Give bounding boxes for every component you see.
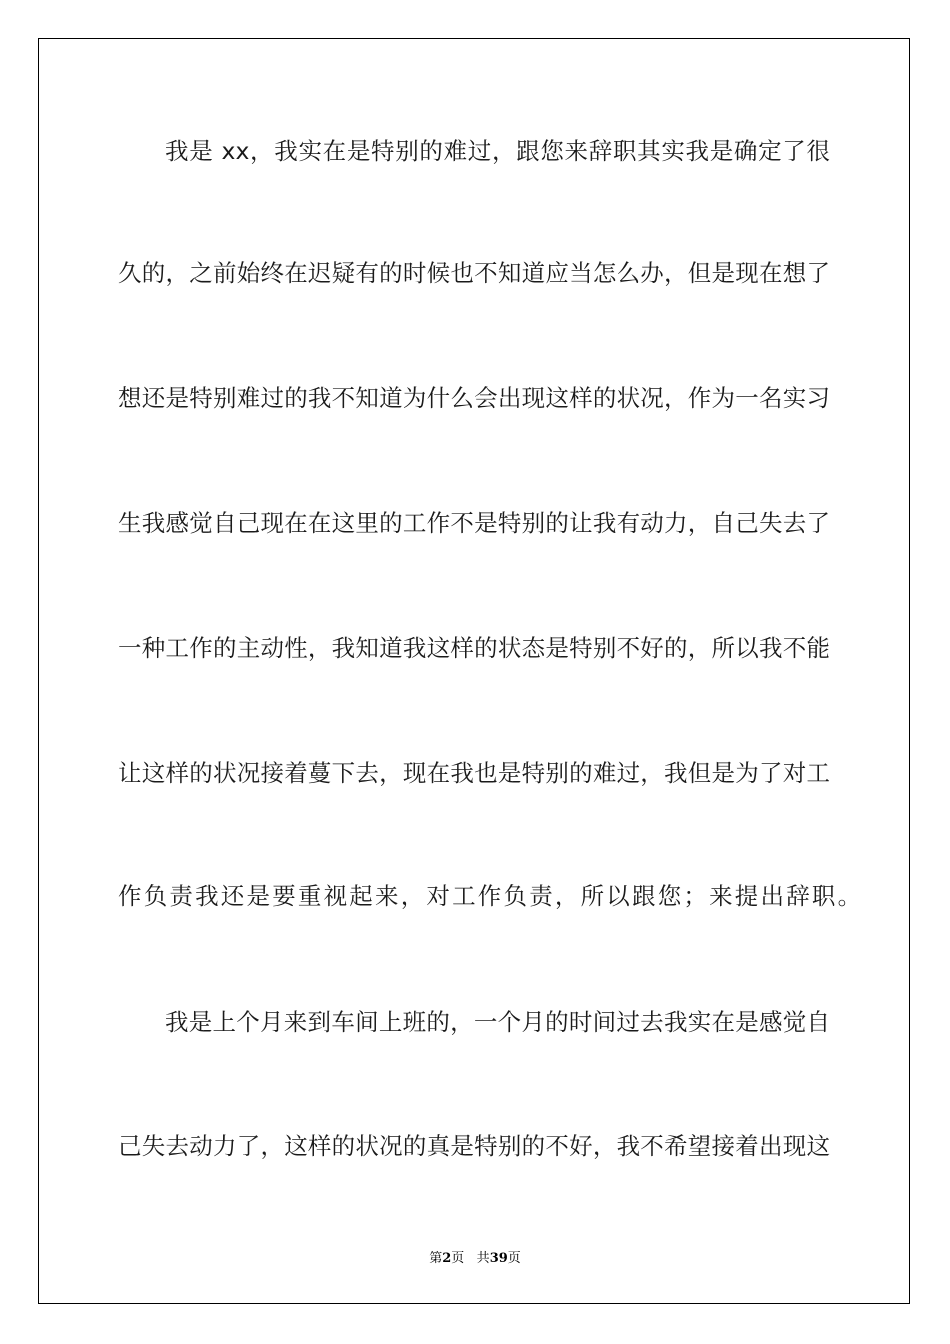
footer-total-suffix: 页	[507, 1251, 521, 1266]
body-line-4: 生我感觉自己现在在这里的工作不是特别的让我有动力，自己失去了	[118, 509, 830, 537]
body-line-7: 作负责我还是要重视起来，对工作负责，所以跟您；来提出辞职。	[118, 882, 864, 910]
body-line-9: 己失去动力了，这样的状况的真是特别的不好，我不希望接着出现这	[118, 1132, 830, 1160]
footer-total-pages: 39	[489, 1251, 508, 1266]
page-footer	[0, 1247, 950, 1266]
footer-page-prefix: 第	[429, 1251, 443, 1266]
body-line-3: 想还是特别难过的我不知道为什么会出现这样的状况，作为一名实习	[118, 384, 830, 412]
footer-total-prefix: 共	[476, 1251, 490, 1266]
body-line-6: 让这样的状况接着蔓下去，现在我也是特别的难过，我但是为了对工	[118, 759, 830, 787]
page-frame	[38, 38, 910, 1304]
footer-page-number: 2	[442, 1251, 452, 1266]
footer-page-suffix: 页	[451, 1251, 465, 1266]
body-line-1: 我是 xx，我实在是特别的难过，跟您来辞职其实我是确定了很	[165, 137, 830, 165]
body-line-8: 我是上个月来到车间上班的，一个月的时间过去我实在是感觉自	[165, 1008, 830, 1036]
body-line-5: 一种工作的主动性，我知道我这样的状态是特别不好的，所以我不能	[118, 634, 830, 662]
body-line-2: 久的，之前始终在迟疑有的时候也不知道应当怎么办，但是现在想了	[118, 259, 830, 287]
